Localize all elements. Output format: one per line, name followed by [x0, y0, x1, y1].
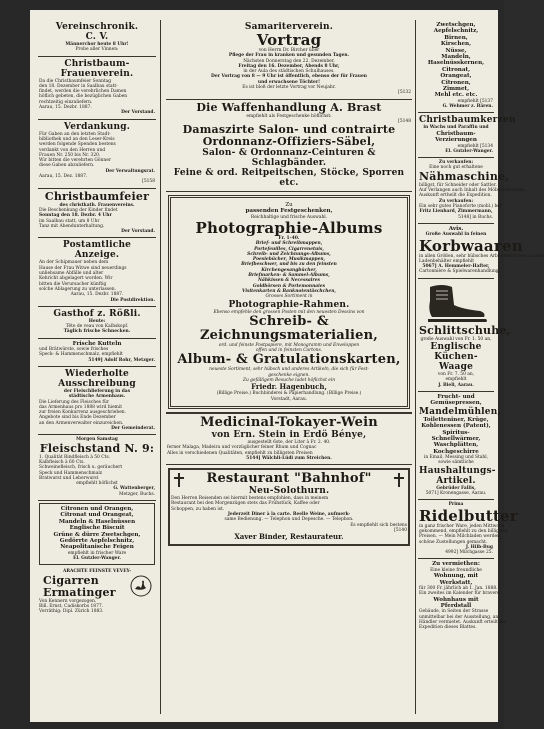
ad-samariterverein: [166, 20, 412, 100]
ad-line: Große Auswahl in feinen: [425, 232, 487, 238]
ad-line: rechtzeitig einzuliefern.: [39, 99, 93, 105]
ad-gasthof-roessli: [38, 307, 156, 339]
ad-line: zur freien Konkurrenz ausgeschrieben.: [39, 410, 127, 416]
ad-line: 5071] Kronengasse, Aarau.: [425, 491, 487, 497]
ad-line: Damaszirte Salon- und contrairte: [182, 123, 396, 137]
ad-line: bibliothek und an den Leser-Kreis: [39, 136, 115, 142]
ad-fruchtpressen: [418, 392, 501, 500]
ad-ridelbutter: [418, 500, 518, 559]
ad-line: Ladenbehälter empfiehlt: [419, 258, 474, 264]
ad-line: Tête de veau von Kalbskopf.: [65, 324, 129, 330]
ad-line: Fritz Lienhard, Zimmermann,: [419, 209, 493, 215]
ad-heading: Samariterverein.: [244, 22, 334, 32]
ad-heading: Englische Küchen-Waage: [430, 342, 482, 373]
column-middle: [166, 20, 412, 716]
ad-line: (Billige Preise.) Buchbinderei & Papierhandlung. (Billige Preise.): [216, 391, 362, 397]
ad-line: Neu-Solothurn.: [248, 486, 330, 497]
ad-heading: Ermatinger: [43, 585, 116, 599]
ad-line: Gedörrte Aepfelschnitz,: [59, 538, 135, 545]
ad-line: Nüsse,: [445, 47, 467, 54]
ad-line: Christbaum-Verzierungen: [435, 130, 477, 144]
ad-line: Waschplätten,: [433, 442, 479, 449]
ad-heading: Wiederholte Ausschreibung: [58, 368, 136, 389]
ad-signature: J. Hilb-Bug: [465, 544, 493, 550]
ad-line: Briefmarken- & Sammel-Albums,: [248, 273, 330, 279]
section-title: Vereinschronik.: [55, 22, 139, 32]
ad-line: empfiehlt höflichst: [76, 481, 118, 487]
ad-signature: Der Vorstand.: [121, 110, 155, 116]
ad-line: Citronat,: [441, 66, 471, 73]
ad-line: Die Beschenkung der Kinder findet: [39, 207, 118, 213]
ad-line: Eine kleine freundliche: [430, 567, 482, 573]
ad-line: Ein zweites im Kalender für bravere,: [419, 591, 502, 597]
ad-heading: Die Waffenhandlung A. Brast: [196, 100, 382, 114]
ad-heading: Postamtliche Anzeige.: [62, 240, 132, 261]
ad-line: große Auswahl von Fr. 1. 50 an,: [420, 336, 492, 342]
cross-icon: [174, 473, 184, 487]
ad-signature: Der Verwaltungsrat.: [105, 168, 155, 174]
ad-line: diese Gaben abzuliefern.: [39, 163, 95, 169]
ad-line: Prima: [448, 502, 464, 508]
ad-line: geschenke eignen.: [268, 372, 310, 378]
ad-line: im Saalbau statt, um 8 Uhr: [39, 218, 100, 224]
ad-line: Haselnüsskernen,: [427, 60, 485, 67]
ad-line: Tanz mit Abendunterhaltung.: [39, 223, 105, 229]
ad-photographie-albums: [168, 195, 410, 409]
ad-line: empfiehlt in frischer Ware: [67, 550, 127, 556]
ad-title: Album- & Gratulationskarten,: [177, 352, 401, 368]
ad-naehmaschine: [418, 158, 526, 224]
ad-signature: J. Bieli, Aarau.: [438, 382, 474, 388]
ad-postamtliche-anzeige: [38, 238, 156, 306]
ad-line: Zu verkaufen:: [438, 198, 474, 204]
ad-title: Korbwaaren: [419, 236, 523, 255]
ad-line: Von Kennern vorgezogen.: [39, 598, 97, 604]
ad-line: Neapolitanische Feigen: [60, 544, 134, 551]
ad-line: Morgen Samstag: [76, 437, 118, 443]
ad-line: Salon- & Ordonnanz-Ceinturen & Schlagbänder.: [202, 148, 376, 169]
ad-title: Schreib- & Zeichnungsmaterialien,: [199, 313, 379, 343]
ad-signature: Xaver Binder, Restaurateur.: [234, 532, 344, 542]
ad-line: von Herrn Dr. Bircher über: [258, 48, 320, 53]
ad-line: 4992] Milchgasse 25.: [445, 550, 493, 556]
ad-line: Täglich frische Schnecken.: [63, 329, 131, 335]
ad-signature: Die Postdirektion.: [110, 297, 155, 303]
ad-line: Kalbfleisch à 60 Cts.: [39, 459, 85, 465]
ad-line: Frauen Nr. 250 bis Nr. 320.: [39, 152, 101, 158]
ad-line: Kochgeschirre: [433, 448, 479, 455]
ad-line: verdankt von den Herren und: [39, 147, 106, 153]
ad-heading: Verdankung.: [63, 121, 131, 132]
ad-line: Photographie-Rahmen.: [228, 299, 350, 310]
ad-signature: Der Vorstand.: [121, 229, 155, 235]
ad-line: empfiehlt [5137: [457, 98, 493, 104]
ad-line: Restaurant bei den Morgenzügen stets das Frühstück, Kaffee oder: [171, 501, 320, 507]
ad-line: Den Herren Reisenden sei hiermit bestens empfohlen, dass in meinem: [171, 496, 329, 502]
ad-line: passenden Festgeschenken,: [245, 208, 333, 215]
ad-line: neueste Sortiment, sehr hübsch und anderes Artikeln, die sich für Fest-: [209, 367, 369, 373]
ad-line: Fr. 1–40.: [278, 235, 300, 241]
ad-signature: Gebrüder Fallis,: [436, 485, 476, 491]
swan-icon: [130, 575, 152, 597]
ad-zwetschgen: [418, 20, 494, 113]
ad-heading: Fleischstand N. 9:: [39, 441, 155, 455]
ad-korbwaaren: [418, 224, 544, 279]
ad-line: Orangeat,: [440, 73, 472, 80]
ad-fleischstand: [38, 435, 156, 501]
column-right: [418, 20, 544, 716]
ad-signature: G. Wehmer z. Bären.: [442, 104, 493, 110]
ad-christbaum-frauenverein: [38, 57, 156, 120]
ad-verdankung: [38, 120, 156, 189]
ad-line: empfiehlt als Festgeschenke höflichst:: [246, 113, 332, 119]
ad-waffenhandlung: [166, 100, 412, 193]
ad-line: Feine & ord. Reitpeitschen, Stöcke, Sporren etc.: [173, 168, 405, 189]
ad-line: das Armenhaus pro 1888 wird hiemit: [39, 404, 123, 410]
ad-line: Nächsten Donnerstag den 22. Dezember,: [243, 58, 335, 64]
ad-line: Der Vortrag von 8 — 9 Uhr ist öffentlich, ebenso der für Frauen: [211, 74, 367, 80]
ad-line: Händler vermietet. Auskunft erteilt die: [419, 619, 507, 625]
ad-line: Jederzeit Diner à la carte. Reelle Weine, aufmerk-: [227, 511, 351, 517]
ad-line: Freitag den 16. Dezember, Abends 8 Uhr,: [238, 63, 340, 69]
ad-line: Kirschen,: [440, 41, 472, 48]
boot-icon: [422, 281, 490, 325]
ad-title: Vortrag: [256, 31, 322, 49]
ad-line: Aarau, 15. Dez. 1887.: [39, 174, 88, 180]
ad-line: Expedition dieses Blattes.: [419, 625, 477, 631]
ad-title: Ridelbutter: [419, 506, 518, 525]
cross-icon: [394, 473, 404, 487]
ad-heading: Nähmaschine,: [419, 169, 510, 183]
ad-heading: Frische Kutteln: [72, 340, 122, 347]
ad-line: Zu: [285, 202, 293, 209]
ad-line: empfiehlt: [445, 377, 467, 383]
ad-line: höflich gebeten, die bezüglichen Gaben: [39, 94, 128, 100]
ad-number: [5158: [142, 179, 155, 185]
ad-line: Birnen,: [444, 34, 468, 41]
column-left: [38, 20, 156, 716]
ad-heading: Christbaumkerzen: [419, 115, 516, 126]
ad-line: solche Ablagerung zu unterlassen.: [39, 286, 116, 292]
ad-number: [5148: [398, 118, 411, 124]
ad-signature: 5144] Wälchli-Lüdi zum Streichen.: [246, 455, 332, 461]
ad-line: Angebote sind bis Ende Dezember: [39, 415, 116, 421]
ad-line: Vorräthig: Dipl. Zürich 1883.: [39, 609, 104, 615]
ad-line: Probe aller Vinnen:: [75, 47, 119, 53]
ad-title: Photographie-Albums: [195, 218, 383, 237]
ad-line: Preisen. — Mein Milchladen werden: [419, 534, 500, 540]
ad-signature: 5067] A. Hemmeler-Hafter,: [422, 264, 490, 270]
ad-line: werden folgende Spenden bestens: [39, 142, 116, 148]
ad-title: Restaurant "Bahnhof": [206, 471, 372, 487]
ad-line: same Bedienung. — Telephon und Depesche. — Telephon.: [224, 517, 354, 523]
ad-line: ord. und feinste Postpapiere, mit Monogramm und Enveloppen: [218, 342, 360, 348]
ad-line: Schweinefleisch, frisch u. geräuchert: [39, 465, 123, 471]
ad-line: Hause der Frau Witwe sind neuerdings: [39, 265, 127, 271]
ad-line: Mandeln & Haselnüssen: [58, 518, 136, 525]
ad-line: Visitenkarten & Banknotentäschchen,: [242, 288, 336, 294]
ad-line: Bill. Ernst, Cadiskorbs 1877.: [39, 604, 104, 610]
ad-wiederholte-ausschreibung: [38, 367, 156, 435]
ad-line: unmittelbar bei der Ausstellung, an: [419, 614, 499, 620]
ad-line: Haushaltungs-Artikel.: [419, 465, 496, 486]
ad-heading: Christbaum-Frauenverein.: [60, 58, 134, 79]
ad-line: gekommend, empfiehlt zu den billigsten: [419, 528, 509, 534]
ad-line: Kirchengesangbücher,: [261, 267, 317, 273]
ad-line: Zu gefälligem Besuche ladet höflichst ein: [242, 378, 336, 384]
ad-line: Aepfelschnitz,: [433, 28, 479, 35]
ad-line: Spiritus-Schnellwärmer,: [431, 429, 481, 442]
ad-line: Mandelmühlen,: [419, 406, 501, 417]
ad-line: Cartonnière & Spielwarenhandlung.: [419, 269, 501, 275]
ad-line: in Email, Messing und Stahl,: [423, 455, 489, 461]
ad-line: Portefeuilles, Cigarrenetuis,: [254, 246, 324, 252]
ad-line: Ebenso empfehle den grossen Posten mit den neuesten Dessins von: [213, 309, 365, 315]
ad-line: Grosses Sortiment in: [265, 294, 313, 300]
ad-line: Kohlenessen (Patent),: [421, 423, 491, 430]
ad-line: Grüne & dürre Zwetschgen,: [53, 531, 141, 538]
ad-line: empfiehlt [5134: [457, 143, 493, 149]
ad-line: den 18. Dezember in Saalbau statt-: [39, 83, 118, 89]
ad-line: findet, werden die verehrlichen Damen: [39, 89, 127, 95]
ad-signature: Friedr. Hagenbuch,: [251, 382, 327, 392]
ad-line: Metzger, Buchs.: [119, 491, 155, 497]
ad-title: Medicinal-Tokayer-Wein: [200, 414, 378, 430]
ad-christbaumfeier: [38, 189, 156, 239]
ad-line: Goldbörsen & Portemonnaies: [252, 283, 326, 289]
ad-line: von Ern. Stein in Erdö Bénye,: [211, 429, 367, 440]
ad-line: Auf Verlangen auch Inhalt des Möbelschrankes.: [419, 188, 526, 194]
ad-line: Speck- & Hammenschmalz, empfiehlt: [39, 352, 123, 358]
ad-heading: Frucht- und Gemüsepressen,: [430, 393, 482, 407]
ad-line: Männerchor heute 8 Uhr!: [65, 42, 129, 47]
ad-number: [5140: [394, 527, 407, 533]
ad-line: Schreib- und Zeichnungs-Albums,: [247, 251, 331, 257]
ad-line: Citronen und Orangen,: [60, 506, 134, 513]
ad-line: Ordonnanz-Offiziers-Säbel,: [202, 135, 376, 149]
ad-line: Poesiebücher, Musikmappen,: [252, 257, 326, 263]
ad-zu-vermiethen: [418, 559, 507, 633]
ad-line: Englische Biscuit: [69, 525, 125, 532]
ad-line: Alles in verschiedenen Qualitäten, empfiehlt zu billigsten Preisen: [167, 450, 313, 456]
ad-line: der Fleischlieferung in das: [63, 388, 131, 394]
ad-signature: 5149] Adolf Rohr, Metzger.: [88, 357, 155, 363]
ad-line: Brief- und Schreibmappen,: [255, 241, 323, 247]
ad-line: Citronat und Orangeat,: [60, 512, 134, 519]
ad-line: Zimmet,: [442, 86, 470, 93]
ad-line: des christkath. Frauenvereins.: [59, 202, 135, 208]
ad-line: von Fr. 7. 50 an,: [437, 372, 475, 378]
ad-heading: Avis.: [448, 225, 464, 232]
ad-schlittschuhe: [418, 279, 511, 392]
ad-line: Bratwurst und Leberwurst: [39, 475, 99, 481]
ad-line: billigst, für Schneider oder Sattler.: [419, 182, 497, 188]
ad-signature: El. Gutzler-Wanger.: [73, 556, 121, 562]
ad-heading: C. V.: [85, 32, 109, 42]
column-rule: [415, 20, 416, 714]
ad-vereinschronik: [38, 20, 156, 57]
ad-heading: Christbaumfeier: [44, 189, 150, 203]
ad-line: Vorstadt, Aarau.: [270, 396, 308, 402]
ad-line: Aarau, 15. Dezbr. 1887.: [70, 292, 124, 298]
ad-line: schöne Zustellungen gemacht.: [419, 539, 488, 545]
ad-line: 1. Qualität Rindfleisch à 50 Cts.: [39, 454, 110, 460]
ad-line: Gebäude, in Seiten der Strasse: [419, 609, 489, 615]
ad-line: Sonntag den 18. Dezbr. 4 Uhr: [39, 213, 112, 219]
ad-line: Es ist bloß der letzte Vortrag vor Neujahr.: [242, 85, 336, 91]
ad-line: in Wachs und Paraffin und: [423, 125, 489, 131]
ad-line: An der Schipmauer neben dem: [39, 260, 109, 266]
ad-line: Für Gaben an den letzten Stadt-: [39, 131, 111, 137]
ad-line: städtische Armenhaus.: [68, 394, 126, 400]
ad-line: Heute:: [88, 318, 106, 324]
ad-line: Wohnhaus mit Pferdstall: [433, 596, 479, 609]
ad-line: Auskunft ertheilt die Expedition.: [419, 193, 492, 199]
ad-line: Kehricht abgelagert worden. Wir: [39, 276, 113, 282]
ad-line: Die Lieferung des Fleisches für: [39, 399, 109, 405]
ad-heading: Cigarren: [43, 573, 99, 587]
ad-heading: Gasthof z. Rößli.: [53, 308, 141, 319]
ad-line: Da die Christbaumfeier Sonntag: [39, 78, 112, 84]
ad-title: Schlittschuhe,: [419, 323, 511, 337]
ad-line: Es empfiehlt sich bestens: [350, 522, 407, 528]
ad-restaurant-bahnhof: [168, 468, 410, 546]
ad-line: Pflege der Frau in kranken und gesunden Tagen.: [228, 53, 350, 59]
ad-line: Nähkissen & Necessaires: [257, 278, 321, 284]
ad-line: Eine noch gut erhaltene: [429, 165, 483, 171]
ad-line: ausgestellt 6ste, der Liter à Fr. 2. 40.: [247, 439, 331, 445]
newspaper-page: [30, 10, 544, 722]
ad-line: Ein sehr gutes Pianoforte (mobl.) bei: [419, 203, 502, 209]
ad-line: ARACHTE FEINSTE VEVEY-: [62, 569, 132, 575]
column-rule: [160, 20, 161, 714]
ad-line: und Brätwürste, sowie frisches: [39, 347, 109, 353]
ad-line: Aarau, 15. Dezbr. 1887.: [39, 105, 92, 111]
ad-line: Zu verkaufen:: [438, 160, 474, 166]
ad-line: ferner Malaga, Madeira und vorzüglicher feiner Rhum und Cognac: [167, 445, 317, 451]
ad-number: [5132: [398, 90, 411, 96]
ad-line: bitten die Verursacher künftig: [39, 281, 107, 287]
ad-christbaumkerzen: [418, 113, 516, 158]
ad-line: Wohnung, mit Werkstatt,: [433, 573, 479, 586]
ad-heading: Zu vermiethen:: [432, 561, 480, 568]
ad-line: Schoppen, zu haben ist.: [171, 506, 225, 512]
ad-line: Zwetschgen,: [436, 22, 476, 28]
ad-citronen: [39, 503, 155, 565]
ad-signature: G. Wattenberger,: [113, 486, 155, 492]
ad-line: in allen Größen, sehr hübsches Arbeitskörbchen auf das: [419, 253, 544, 259]
ad-line: an den Armenverwalter einzureichen.: [39, 420, 124, 426]
ad-line: Mehl etc. etc.: [434, 92, 478, 99]
ad-line: sowie sämtliche: [438, 460, 474, 466]
ad-signature: Der Gemeinderat.: [111, 426, 155, 432]
ad-signature: El. Gutzler-Wanger.: [445, 148, 493, 154]
ad-vevey-cigarren: [38, 567, 156, 617]
ad-line: Mandeln,: [441, 54, 471, 61]
ad-line: in der Aula des städtischen Schulhauses.: [243, 69, 335, 75]
ad-line: 5148] in Buchs.: [458, 214, 493, 220]
ad-line: Citronen,: [441, 79, 471, 86]
ad-line: offen und in feinsten Cartons.: [255, 348, 323, 354]
ad-line: Wir bitten die verehrten Gönner: [39, 158, 111, 164]
ad-kutteln: [38, 339, 156, 367]
ad-line: Briefbeschwer, und bis zu den feinsten: [241, 262, 337, 268]
ad-line: Speck und Hammenschmalz: [39, 470, 103, 476]
ad-tokayer-wein: [166, 412, 412, 465]
ad-line: Reichhaltige und frische Auswahl.: [250, 214, 328, 220]
ad-line: für 300 Fr. jährlich ab 1. Jan. 1888.: [419, 585, 498, 591]
ad-line: in ganz frischer Ware, jeden Mittwoch: [419, 523, 505, 529]
ad-line: unliebsame Abfälle und alter: [39, 271, 104, 277]
ad-line: Toiletteniner, Krüge,: [423, 416, 489, 423]
ad-line: und erwachsene Töchter!: [257, 79, 321, 85]
